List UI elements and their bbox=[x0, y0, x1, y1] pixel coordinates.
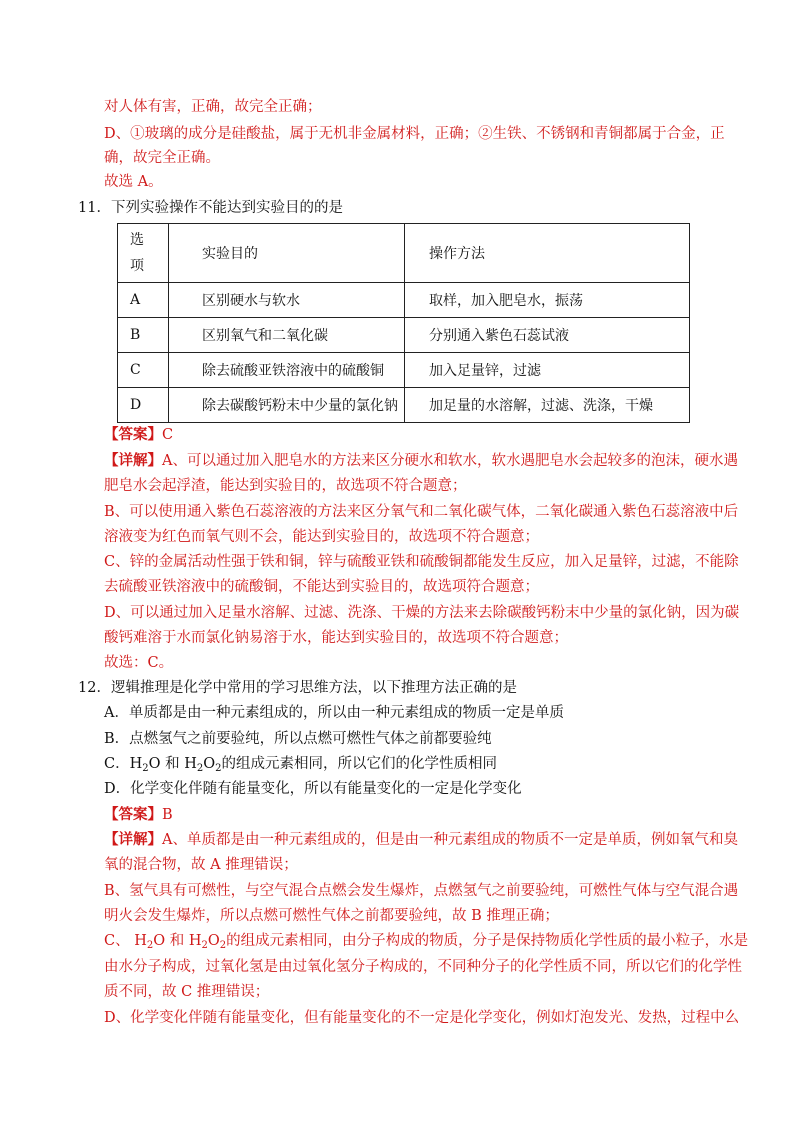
question-12-option-c: C．$H_2O$ 和 $H_2O_2$的组成元素相同，所以它们的化学性质相同 bbox=[104, 756, 498, 774]
prev-answer-choice: 故选 A。 bbox=[104, 174, 163, 190]
question-12-detail-line-4: 明火会发生爆炸，所以点燃可燃性气体之前都要验纯，故 B 推理正确； bbox=[104, 908, 559, 924]
row-option: A bbox=[118, 283, 169, 318]
question-11-detail-line-1: 【详解】A、可以通过加入肥皂水的方法来区分硬水和软水，软水遇肥皂水会起较多的泡沫，硬水遇 bbox=[104, 452, 738, 469]
question-12-answer bbox=[104, 805, 173, 825]
question-12-detail-line-8: D、化学变化伴随有能量变化，但有能量变化的不一定是化学变化，例如灯泡发光、发热，过程中么 bbox=[104, 1010, 740, 1026]
row-option: D bbox=[118, 388, 169, 423]
question-11-detail-line-8: 酸钙难溶于水而氯化钠易溶于水，能达到实验目的，故选项不符合题意； bbox=[104, 630, 568, 646]
question-11-answer bbox=[104, 425, 173, 445]
question-11-table bbox=[117, 223, 690, 423]
question-11-detail-line-7: D、可以通过加入足量水溶解、过滤、洗涤、干燥的方法来去除碳酸钙粉末中少量的氯化钠，因为碳 bbox=[104, 605, 740, 621]
detail-label: 【详解】 bbox=[104, 831, 162, 848]
question-11-detail-line-2: 肥皂水会起浮渣，能达到实验目的，故选项不符合题意； bbox=[104, 478, 467, 494]
question-12-detail-line-6: 由水分子构成，过氧化氢是由过氧化氢分子构成的，不同种分子的化学性质不同，所以它们的化学性 bbox=[104, 959, 742, 975]
answer-value: C bbox=[162, 427, 174, 443]
row-option: C bbox=[118, 353, 169, 388]
row-method: 加足量的水溶解，过滤、洗涤，干燥 bbox=[405, 388, 690, 423]
question-12-option-d: D．化学变化伴随有能量变化，所以有能量变化的一定是化学变化 bbox=[104, 781, 522, 797]
question-12-title: 12．逻辑推理是化学中常用的学习思维方法，以下推理方法正确的是 bbox=[78, 680, 517, 696]
header-option: 选 项 bbox=[118, 224, 169, 283]
row-goal: 除去硫酸亚铁溶液中的硫酸铜 bbox=[169, 353, 405, 388]
table-row bbox=[118, 318, 690, 353]
question-11-title: 11．下列实验操作不能达到实验目的的是 bbox=[78, 200, 343, 216]
question-12-detail-line-3: B、氢气具有可燃性，与空气混合点燃会发生爆炸，点燃氢气之前要验纯，可燃性气体与空气混合遇 bbox=[104, 883, 739, 899]
row-option: B bbox=[118, 318, 169, 353]
answer-label: 【答案】 bbox=[104, 806, 162, 823]
answer-value: B bbox=[162, 807, 173, 823]
table-row bbox=[118, 283, 690, 318]
question-12-detail-line-7: 质不同，故 C 推理错误； bbox=[104, 984, 270, 1000]
prev-answer-line-1: 对人体有害，正确，故完全正确； bbox=[104, 99, 322, 115]
question-12-detail-line-5: C、 $H_2O$ 和 $H_2O_2$的组成元素相同，由分子构成的物质，分子是保持物质化学性质的最小粒子，水是 bbox=[104, 933, 749, 951]
detail-label: 【详解】 bbox=[104, 452, 162, 469]
row-method: 加入足量锌，过滤 bbox=[405, 353, 690, 388]
answer-label: 【答案】 bbox=[104, 426, 162, 443]
question-12-detail-line-1: 【详解】A、单质都是由一种元素组成的，但是由一种元素组成的物质不一定是单质，例如氧气和臭 bbox=[104, 831, 738, 848]
question-11-detail-line-6: 去硫酸亚铁溶液中的硫酸铜，不能达到实验目的，故选项符合题意； bbox=[104, 579, 539, 595]
row-method: 取样，加入肥皂水，振荡 bbox=[405, 283, 690, 318]
question-12-option-b: B．点燃氢气之前要验纯，所以点燃可燃性气体之前都要验纯 bbox=[104, 731, 492, 747]
table-row bbox=[118, 388, 690, 423]
question-11-detail-line-3: B、可以使用通入紫色石蕊溶液的方法来区分氧气和二氧化碳气体，二氧化碳通入紫色石蕊溶液中后 bbox=[104, 504, 739, 520]
row-method: 分别通入紫色石蕊试液 bbox=[405, 318, 690, 353]
row-goal: 区别硬水与软水 bbox=[169, 283, 405, 318]
prev-answer-line-2: D、①玻璃的成分是硅酸盐，属于无机非金属材料，正确；②生铁、不锈钢和青铜都属于合金，正 bbox=[104, 126, 725, 142]
question-12-detail-line-2: 氧的混合物，故 A 推理错误； bbox=[104, 857, 298, 873]
question-11-choice: 故选：C。 bbox=[104, 655, 174, 671]
row-goal: 区别氧气和二氧化碳 bbox=[169, 318, 405, 353]
table-header-row bbox=[118, 224, 690, 283]
question-11-detail-line-4: 溶液变为红色而氧气则不会，能达到实验目的，故选项不符合题意； bbox=[104, 529, 539, 545]
header-method: 操作方法 bbox=[405, 224, 690, 283]
row-goal: 除去碳酸钙粉末中少量的氯化钠 bbox=[169, 388, 405, 423]
header-goal: 实验目的 bbox=[169, 224, 405, 283]
question-11-detail-line-5: C、锌的金属活动性强于铁和铜，锌与硫酸亚铁和硫酸铜都能发生反应，加入足量锌，过滤，不能除 bbox=[104, 554, 739, 570]
question-12-option-a: A．单质都是由一种元素组成的，所以由一种元素组成的物质一定是单质 bbox=[104, 705, 564, 721]
table-row bbox=[118, 353, 690, 388]
prev-answer-line-3: 确，故完全正确。 bbox=[104, 150, 220, 166]
